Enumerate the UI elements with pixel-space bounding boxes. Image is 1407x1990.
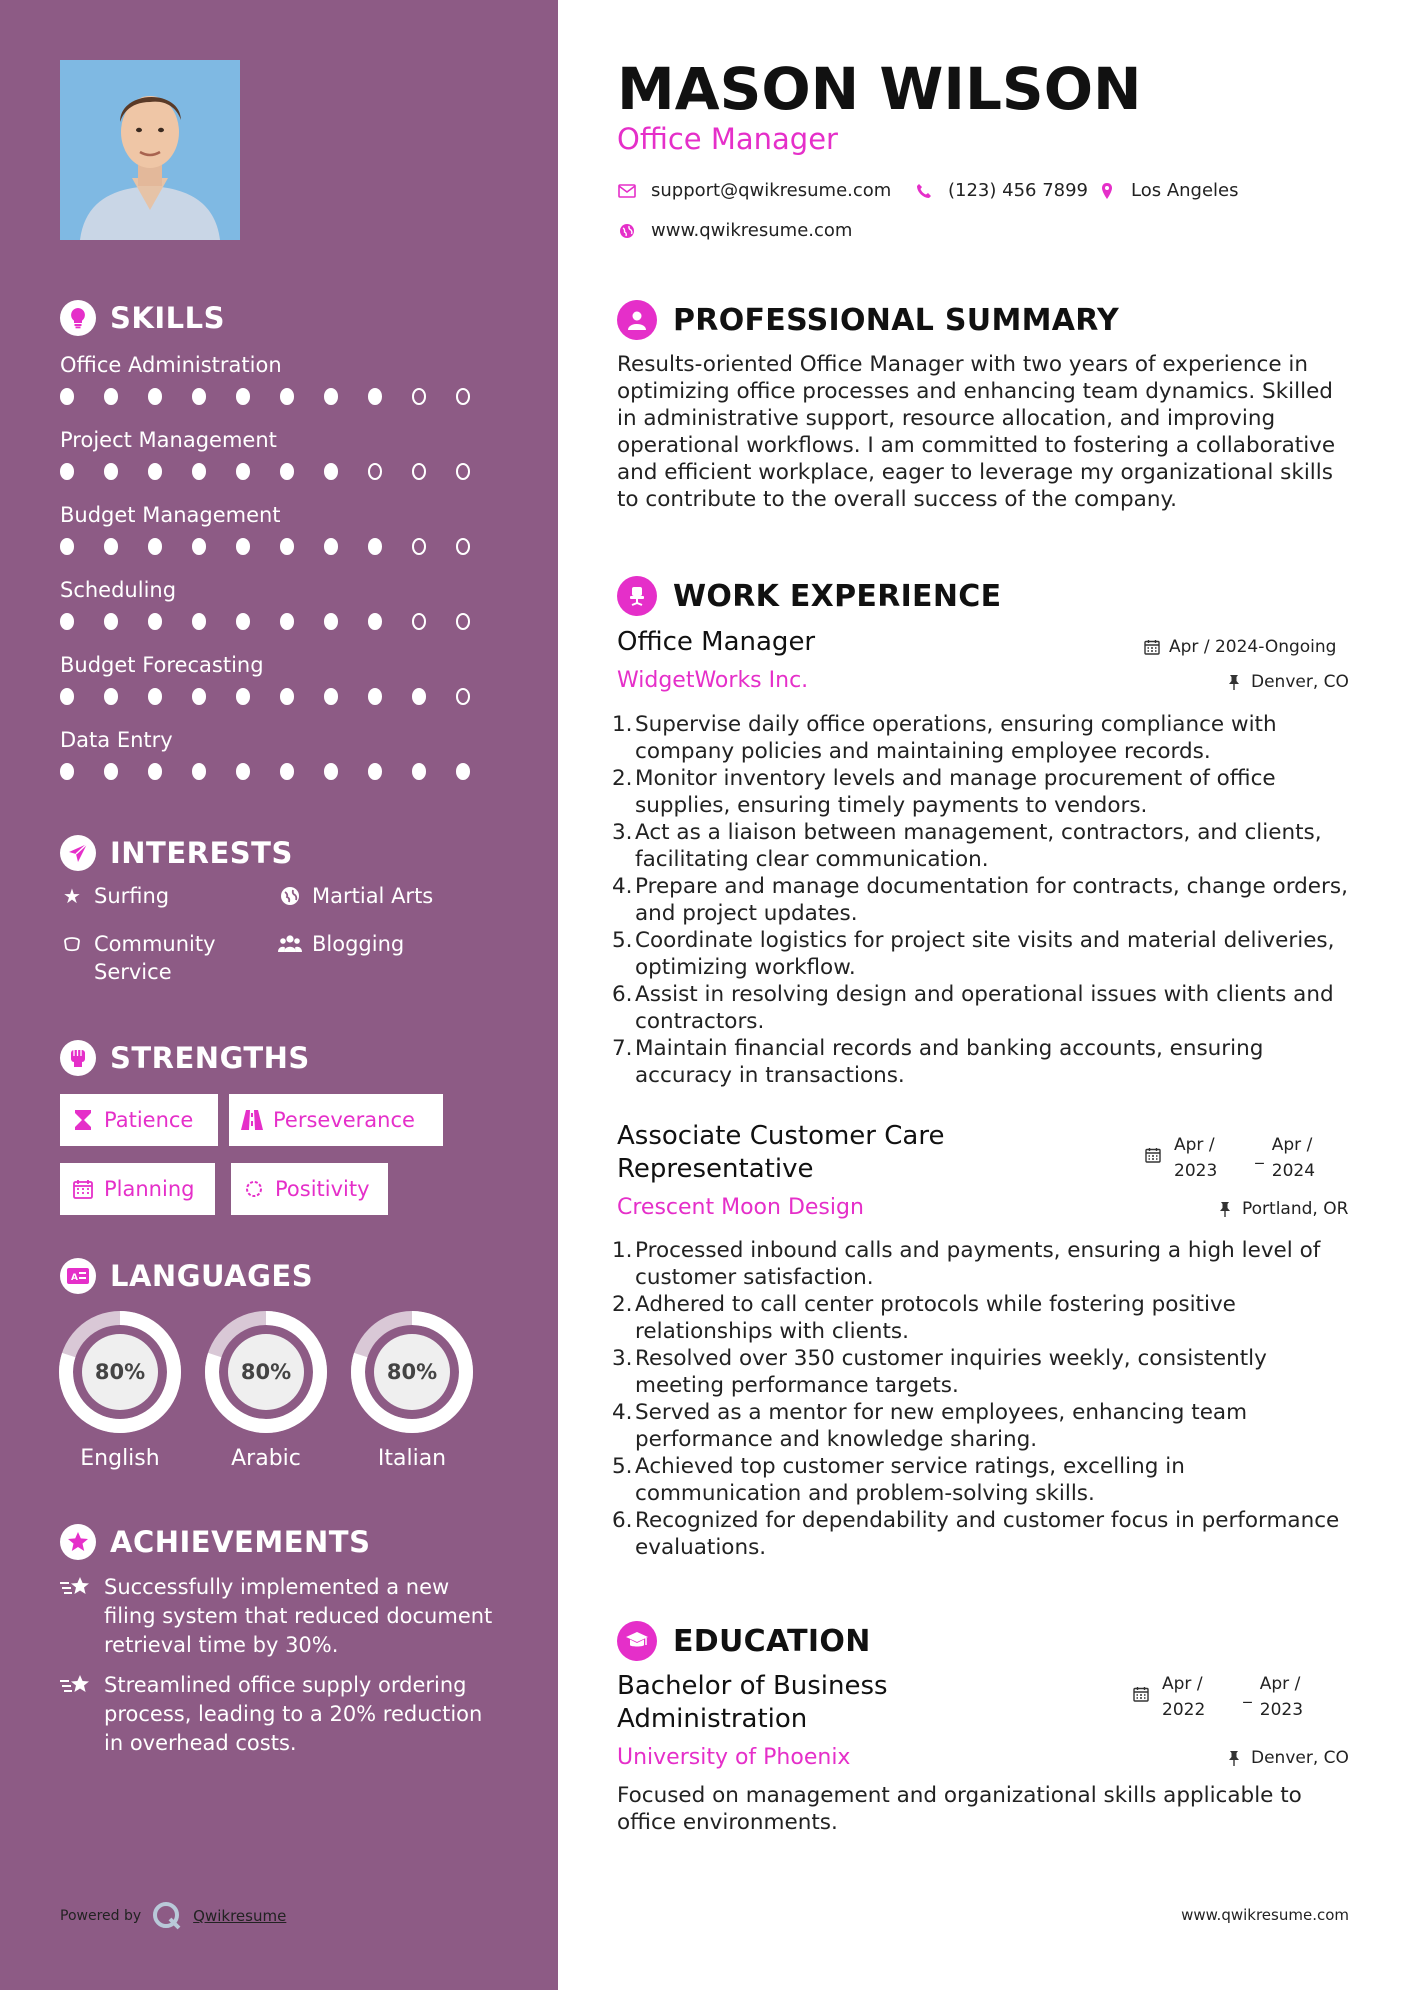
job-title: Associate Customer Care Representative	[617, 1121, 945, 1184]
job-bullet: 6. Recognized for dependability and customer focus in performance evaluations.	[612, 1508, 1340, 1560]
skill-name: Data Entry	[60, 728, 173, 752]
star-icon: ★	[63, 884, 81, 908]
skill-name: Budget Forecasting	[60, 653, 264, 677]
skill-item	[60, 425, 500, 500]
rating-dot-filled	[368, 388, 382, 405]
rating-dot-filled	[104, 463, 118, 480]
rating-dot-filled	[280, 763, 294, 780]
skill-item	[60, 350, 500, 425]
candidate-name: MASON WILSON	[617, 55, 1142, 123]
rating-dot-filled	[148, 388, 162, 405]
job-bullet: 3. Act as a liaison between management, contractors, and clients, facilitating clear communication.	[612, 820, 1322, 872]
rating-dot-filled	[236, 688, 250, 705]
language-name: Arabic	[231, 1446, 301, 1471]
skill-item	[60, 650, 500, 725]
rating-dot-filled	[236, 463, 250, 480]
rating-dot-filled	[324, 688, 338, 705]
rating-dot-filled	[280, 688, 294, 705]
language-percent: 80%	[240, 1360, 292, 1384]
svg-text:A: A	[71, 1273, 78, 1283]
interest-item: Martial Arts	[278, 882, 433, 910]
rating-dot-filled	[104, 538, 118, 555]
language-percent: 80%	[386, 1360, 438, 1384]
achievement-item: Streamlined office supply ordering process, leading to a 20% reduction in overhead costs.	[60, 1671, 500, 1758]
lightbulb-icon	[60, 300, 96, 336]
paper-plane-icon	[60, 835, 96, 871]
rating-dot-filled	[368, 613, 382, 630]
map-pin-icon	[1097, 181, 1117, 201]
shooting-star-icon	[60, 1575, 94, 1660]
interest-item: Community Service	[60, 930, 260, 986]
strength-chip: Patience	[60, 1094, 218, 1146]
skills-list	[60, 350, 500, 800]
rating-dot-filled	[280, 613, 294, 630]
achievement-item: Successfully implemented a new filing system that reduced document retrieval time by 30%.	[60, 1573, 500, 1660]
skill-rating	[60, 688, 500, 705]
job-bullet: 4. Served as a mentor for new employees, enhancing team performance and knowledge sharing.	[612, 1400, 1248, 1452]
job-dates: Apr / 2024-Ongoing	[1143, 634, 1336, 660]
rating-dot-filled	[412, 688, 426, 705]
rating-dot-empty	[412, 613, 426, 630]
language-percent: 80%	[94, 1360, 146, 1384]
users-icon	[278, 932, 302, 956]
qwikresume-link[interactable]: Qwikresume	[193, 1907, 287, 1925]
rating-dot-empty	[412, 538, 426, 555]
education-heading: EDUCATION	[617, 1621, 871, 1661]
job-bullet: 2. Adhered to call center protocols while fostering positive relationships with clients.	[612, 1292, 1236, 1344]
road-icon	[241, 1109, 263, 1131]
achievements-heading: ACHIEVEMENTS	[60, 1524, 370, 1560]
pushpin-icon	[1216, 1200, 1234, 1218]
skill-item	[60, 725, 500, 800]
envelope-icon	[617, 181, 637, 201]
language-name: Italian	[377, 1446, 447, 1471]
experience-heading: WORK EXPERIENCE	[617, 576, 1001, 616]
strength-chip: Perseverance	[229, 1094, 443, 1146]
job-bullet: 4. Prepare and manage documentation for contracts, change orders, and project updates.	[612, 874, 1348, 926]
pushpin-icon	[1225, 1749, 1243, 1767]
rating-dot-filled	[368, 688, 382, 705]
rating-dot-empty	[456, 463, 470, 480]
qwikresume-logo-icon	[151, 1900, 183, 1932]
skill-name: Budget Management	[60, 503, 281, 527]
job-bullet: 2. Monitor inventory levels and manage procurement of office supplies, ensuring timely payments to vendors.	[612, 766, 1276, 818]
job-bullets	[612, 711, 1352, 1089]
job-bullet: 6. Assist in resolving design and operational issues with clients and contractors.	[612, 982, 1334, 1034]
hourglass-icon	[72, 1109, 94, 1131]
rating-dot-filled	[456, 763, 470, 780]
rating-dot-filled	[236, 763, 250, 780]
skill-item	[60, 575, 500, 650]
strengths-heading: STRENGTHS	[60, 1040, 310, 1076]
calendar-icon	[1144, 1146, 1162, 1164]
rating-dot-filled	[280, 388, 294, 405]
rating-dot-filled	[412, 763, 426, 780]
rating-dot-filled	[236, 613, 250, 630]
rating-dot-filled	[104, 688, 118, 705]
rating-dot-empty	[368, 463, 382, 480]
rating-dot-filled	[324, 538, 338, 555]
calendar-icon	[72, 1178, 94, 1200]
hand-icon	[60, 932, 84, 956]
sidebar	[0, 0, 558, 1990]
language-item	[58, 1310, 182, 1471]
company-name: WidgetWorks Inc.	[617, 668, 809, 693]
rating-dot-filled	[368, 763, 382, 780]
rating-dot-filled	[148, 688, 162, 705]
interest-item: Blogging	[278, 930, 404, 958]
job-location: Denver, CO	[1225, 669, 1349, 695]
job-bullet: 5. Coordinate logistics for project site visits and material deliveries, optimizing workflow.	[612, 928, 1335, 980]
rating-dot-filled	[60, 613, 74, 630]
job-bullets	[612, 1237, 1352, 1561]
rating-dot-filled	[192, 613, 206, 630]
rating-dot-filled	[236, 538, 250, 555]
rating-dot-filled	[104, 613, 118, 630]
language-ring	[204, 1310, 328, 1434]
footer-url[interactable]: www.qwikresume.com	[1181, 1906, 1349, 1924]
language-card-icon	[60, 1258, 96, 1294]
languages-heading: A LANGUAGES	[60, 1258, 313, 1294]
globe-icon	[278, 884, 302, 908]
rating-dot-empty	[412, 388, 426, 405]
strength-chip: Planning	[60, 1163, 215, 1215]
graduation-cap-icon	[617, 1621, 657, 1661]
skill-rating	[60, 763, 500, 780]
rating-dot-filled	[324, 463, 338, 480]
rating-dot-filled	[60, 388, 74, 405]
job-location: Portland, OR	[1216, 1196, 1348, 1222]
calendar-icon	[1143, 638, 1161, 656]
skill-name: Office Administration	[60, 353, 282, 377]
language-name: English	[80, 1446, 160, 1471]
job-bullet: 3. Resolved over 350 customer inquiries weekly, consistently meeting performance targets.	[612, 1346, 1267, 1398]
rating-dot-empty	[456, 388, 470, 405]
powered-by: Powered by Qwikresume	[60, 1900, 286, 1932]
rating-dot-filled	[148, 613, 162, 630]
rating-dot-filled	[60, 463, 74, 480]
school-name: University of Phoenix	[617, 1745, 851, 1770]
contact-website[interactable]: www.qwikresume.com	[617, 220, 852, 241]
skill-name: Scheduling	[60, 578, 177, 602]
star-badge-icon	[60, 1524, 96, 1560]
rating-dot-filled	[280, 463, 294, 480]
skill-rating	[60, 538, 500, 555]
rating-dot-filled	[60, 688, 74, 705]
rating-dot-filled	[324, 388, 338, 405]
skills-heading: SKILLS	[60, 300, 225, 336]
contact-phone[interactable]: (123) 456 7899	[914, 180, 1088, 201]
rating-dot-filled	[192, 538, 206, 555]
education-dates: Apr / 2022 _ Apr / 2023	[1132, 1671, 1303, 1723]
job-bullet: 1. Processed inbound calls and payments, ensuring a high level of customer satisfaction.	[612, 1238, 1321, 1290]
job-bullet: 1. Supervise daily office operations, ensuring compliance with company policies and maintaining employee records.	[612, 712, 1277, 764]
education-text: Focused on management and organizational skills applicable to office environments.	[617, 1783, 1302, 1835]
job-bullet: 5. Achieved top customer service ratings, excelling in communication and problem-solving skills.	[612, 1454, 1185, 1506]
rating-dot-filled	[60, 538, 74, 555]
education-location: Denver, CO	[1225, 1745, 1349, 1771]
pushpin-icon	[1225, 673, 1243, 691]
skill-item	[60, 500, 500, 575]
rating-dot-empty	[456, 613, 470, 630]
rating-dot-filled	[104, 388, 118, 405]
strength-chip: Positivity	[231, 1163, 388, 1215]
rating-dot-filled	[60, 763, 74, 780]
rating-dot-filled	[192, 763, 206, 780]
interests-heading: INTERESTS	[60, 835, 293, 871]
skill-name: Project Management	[60, 428, 277, 452]
fist-icon	[60, 1040, 96, 1076]
rating-dot-filled	[148, 763, 162, 780]
summary-heading: PROFESSIONAL SUMMARY	[617, 300, 1119, 340]
language-item	[204, 1310, 328, 1471]
rating-dot-filled	[192, 463, 206, 480]
skill-rating	[60, 388, 500, 405]
language-ring	[350, 1310, 474, 1434]
job-bullet: 7. Maintain financial records and banking accounts, ensuring accuracy in transactions.	[612, 1036, 1264, 1088]
rating-dot-filled	[192, 688, 206, 705]
contact-location: Los Angeles	[1097, 180, 1239, 201]
skill-rating	[60, 613, 500, 630]
rating-dot-filled	[324, 763, 338, 780]
summary-text: Results-oriented Office Manager with two years of experience in optimizing office processes and enhancing team dynamics. Skilled in administrative support, resource allocation, and improving operational workflows. I am committed to fostering a collaborative and efficient workplace, eager to leverage my organizational skills to contribute to the overall success of the company.	[617, 352, 1336, 512]
shooting-star-icon	[60, 1673, 94, 1758]
rating-dot-filled	[104, 763, 118, 780]
candidate-role: Office Manager	[617, 122, 838, 156]
calendar-icon	[1132, 1685, 1150, 1703]
rating-dot-filled	[148, 538, 162, 555]
globe-icon	[617, 221, 637, 241]
rating-dot-filled	[192, 388, 206, 405]
contact-email[interactable]: support@qwikresume.com	[617, 180, 891, 201]
job-title: Office Manager	[617, 627, 816, 657]
rating-dot-filled	[280, 538, 294, 555]
rating-dot-filled	[148, 463, 162, 480]
rating-dot-empty	[412, 463, 426, 480]
rating-dot-empty	[456, 688, 470, 705]
interest-item: ★ Surfing	[60, 882, 169, 910]
company-name: Crescent Moon Design	[617, 1195, 864, 1220]
language-ring	[58, 1310, 182, 1434]
office-chair-icon	[617, 576, 657, 616]
rating-dot-filled	[236, 388, 250, 405]
rating-dot-filled	[324, 613, 338, 630]
skill-rating	[60, 463, 500, 480]
rating-dot-filled	[368, 538, 382, 555]
profile-photo	[60, 60, 240, 240]
rating-dot-empty	[456, 538, 470, 555]
job-dates: Apr / 2023 _ Apr / 2024	[1144, 1132, 1315, 1184]
user-icon	[617, 300, 657, 340]
sun-icon	[243, 1178, 265, 1200]
language-item	[350, 1310, 474, 1471]
degree-title: Bachelor of Business Administration	[617, 1671, 888, 1734]
phone-icon	[914, 181, 934, 201]
